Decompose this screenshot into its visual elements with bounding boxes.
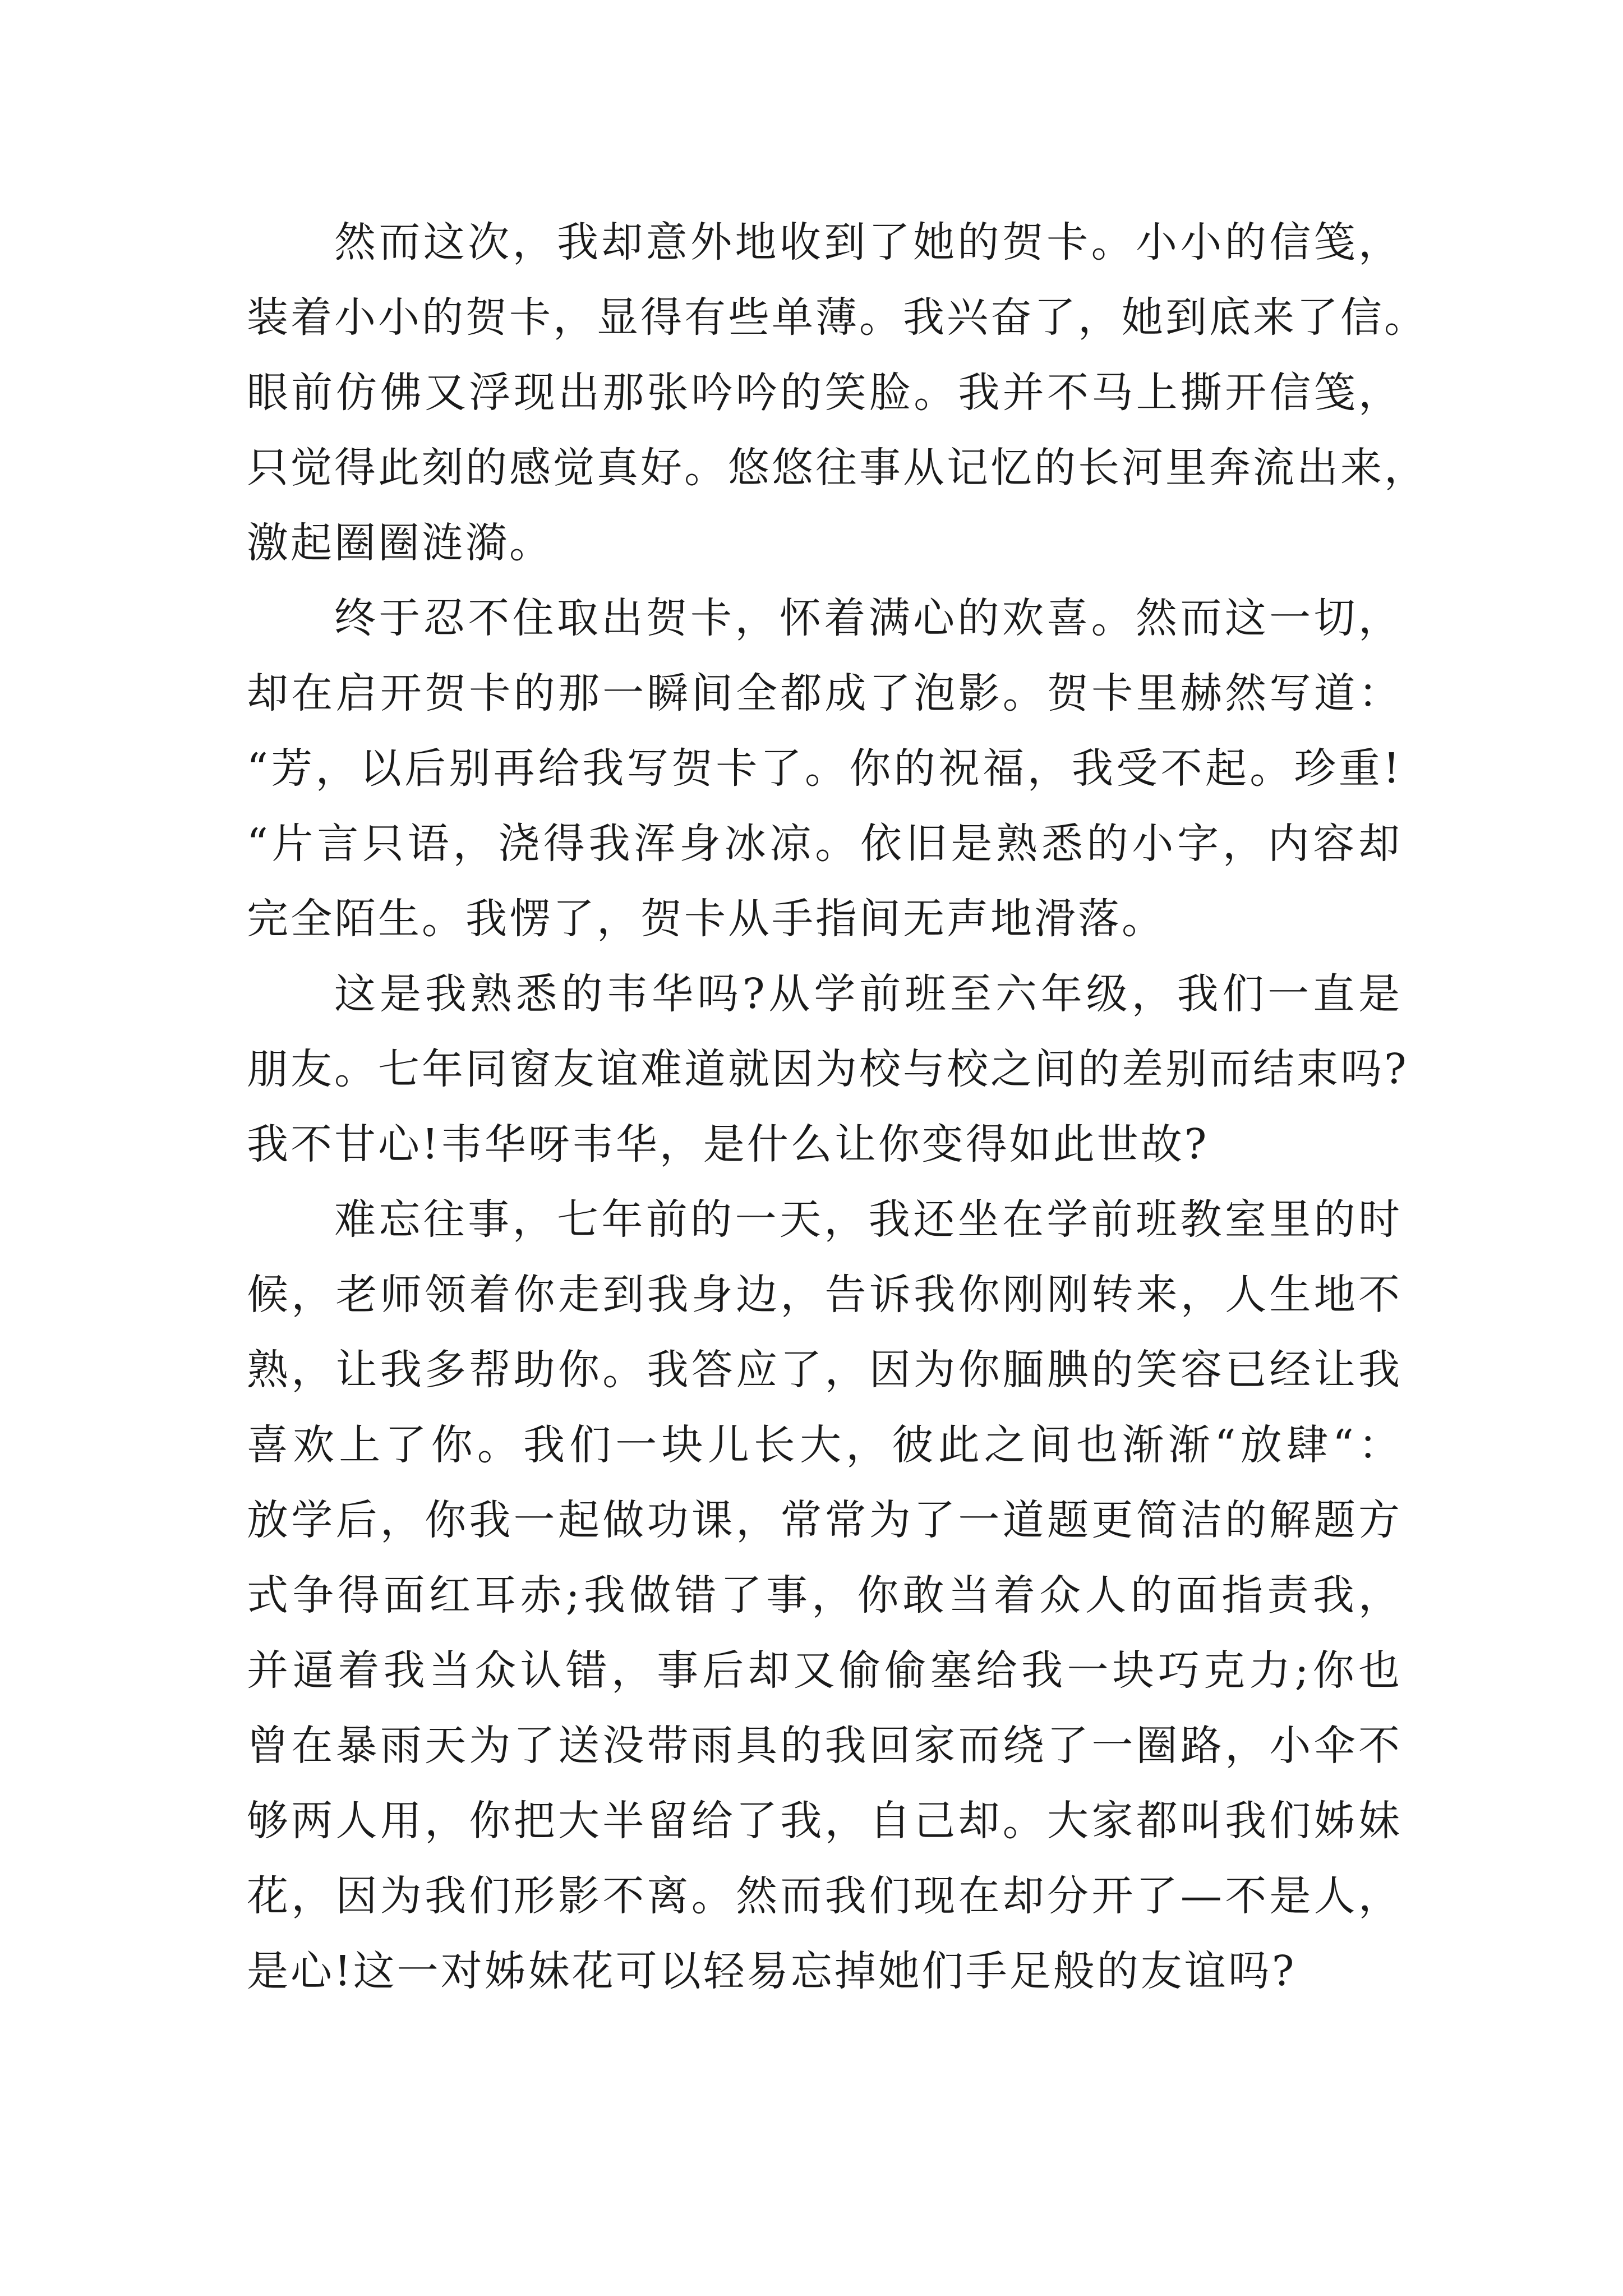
text-line: 装着小小的贺卡，显得有些单薄。我兴奋了，她到底来了信。 [247,293,1428,342]
text-line: 然而这次，我却意外地收到了她的贺卡。小小的信笺， [334,218,1402,266]
text-line: 难忘往事，七年前的一天，我还坐在学前班教室里的时 [334,1195,1402,1244]
text-line: 放学后，你我一起做功课，常常为了一道题更简洁的解题方 [247,1496,1402,1544]
text-line: 够两人用，你把大半留给了我，自己却。大家都叫我们姊妹 [247,1797,1402,1845]
text-line: 并逼着我当众认错，事后却又偷偷塞给我一块巧克力;你也 [247,1646,1402,1695]
text-line: 熟，让我多帮助你。我答应了，因为你腼腆的笑容已经让我 [247,1346,1402,1394]
paragraph-4 [247,1182,1402,2009]
text-line: “芳，以后别再给我写贺卡了。你的祝福，我受不起。珍重! [247,744,1402,793]
text-line: 曾在暴雨天为了送没带雨具的我回家而绕了一圈路，小伞不 [247,1722,1402,1770]
text-line: 喜欢上了你。我们一块儿长大，彼此之间也渐渐“放肆“： [247,1421,1402,1469]
text-line: 却在启开贺卡的那一瞬间全都成了泡影。贺卡里赫然写道： [247,669,1402,717]
text-line: 只觉得此刻的感觉真好。悠悠往事从记忆的长河里奔流出来， [247,444,1428,492]
text-line: 这是我熟悉的韦华吗?从学前班至六年级，我们一直是 [334,970,1402,1018]
text-line: “片言只语，浇得我浑身冰凉。依旧是熟悉的小字，内容却 [247,820,1402,868]
text-line: 式争得面红耳赤;我做错了事，你敢当着众人的面指责我， [247,1571,1402,1619]
text-line: 我不甘心!韦华呀韦华，是什么让你变得如此世故? [247,1120,1209,1168]
text-line: 完全陌生。我愣了，贺卡从手指间无声地滑落。 [247,895,1165,943]
text-line: 朋友。七年同窗友谊难道就因为校与校之间的差别而结束吗? [247,1045,1409,1093]
text-line: 眼前仿佛又浮现出那张吟吟的笑脸。我并不马上撕开信笺， [247,369,1402,417]
paragraph-3 [247,956,1409,1182]
document-body [247,205,1428,2009]
text-line: 激起圈圈涟漪。 [247,519,553,567]
text-line: 终于忍不住取出贺卡，怀着满心的欢喜。然而这一切， [334,594,1402,642]
text-line: 是心!这一对姊妹花可以轻易忘掉她们手足般的友谊吗? [247,1947,1297,1995]
paragraph-2 [247,581,1402,956]
paragraph-1 [247,205,1428,581]
text-line: 候，老师领着你走到我身边，告诉我你刚刚转来，人生地不 [247,1271,1402,1319]
text-line: 花，因为我们形影不离。然而我们现在却分开了—不是人， [247,1872,1402,1920]
